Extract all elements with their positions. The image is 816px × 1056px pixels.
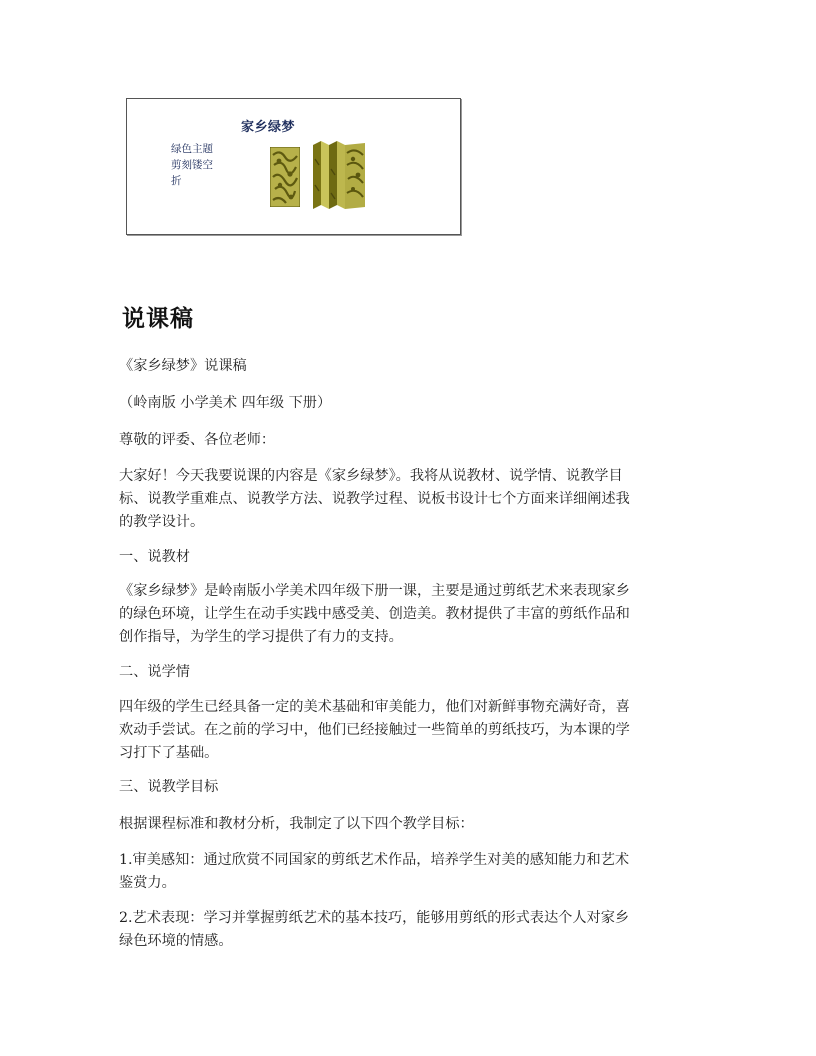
section-heading-learners — [119, 661, 699, 684]
paragraph-line: 的绿色环境，让学生在动手实践中感受美、创造美。教材提供了丰富的剪纸作品和 — [119, 606, 630, 622]
figure-caption — [171, 141, 213, 189]
paragraph-edition — [119, 392, 699, 415]
paragraph-line: 创作指导，为学生的学习提供了有力的支持。 — [119, 629, 403, 645]
section-heading-objectives — [119, 776, 699, 799]
paragraph-line: 根据课程标准和教材分析，我制定了以下四个教学目标： — [119, 816, 474, 832]
paragraph-line: 鉴赏力。 — [119, 875, 176, 891]
caption-line: 剪刻镂空 — [171, 159, 213, 171]
paragraph-line: 三、说教学目标 — [119, 779, 219, 795]
figure-title: 家乡绿梦 — [241, 120, 296, 135]
paragraph-greeting — [119, 429, 699, 452]
figure-box — [126, 98, 461, 235]
paragraph-line: 《家乡绿梦》说课稿 — [119, 358, 247, 374]
papercut-panel-icon — [270, 147, 300, 207]
section-heading-textbook — [119, 546, 699, 569]
caption-line: 绿色主题 — [171, 143, 213, 155]
paragraph-objective-2 — [119, 907, 699, 953]
paragraph-line: 《家乡绿梦》是岭南版小学美术四年级下册一课，主要是通过剪纸艺术来表现家乡 — [119, 583, 630, 599]
paragraph-line: 四年级的学生已经具备一定的美术基础和审美能力，他们对新鲜事物充满好奇，喜 — [119, 699, 630, 715]
paragraph-line: 大家好！今天我要说课的内容是《家乡绿梦》。我将从说教材、说学情、说教学目 — [119, 468, 623, 484]
paragraph-line: 1.审美感知：通过欣赏不同国家的剪纸艺术作品，培养学生对美的感知能力和艺术 — [119, 852, 630, 868]
paragraph-line: 二、说学情 — [119, 664, 190, 680]
paragraph-objectives-intro — [119, 813, 699, 836]
paragraph-line: 习打下了基础。 — [119, 745, 219, 761]
paragraph-line: 标、说教学重难点、说教学方法、说教学过程、说板书设计七个方面来详细阐述我 — [119, 491, 630, 507]
paragraph-line: 尊敬的评委、各位老师： — [119, 432, 276, 448]
page-heading: 说课稿 — [122, 306, 194, 332]
paragraph-learners — [119, 696, 699, 765]
paragraph-line: 的教学设计。 — [119, 514, 205, 530]
paragraph-textbook — [119, 580, 699, 649]
paragraph-objective-1 — [119, 849, 699, 895]
paragraph-line: 欢动手尝试。在之前的学习中，他们已经接触过一些简单的剪纸技巧，为本课的学 — [119, 722, 630, 738]
paragraph-line: 2.艺术表现：学习并掌握剪纸艺术的基本技巧，能够用剪纸的形式表达个人对家乡 — [119, 910, 630, 926]
paragraph-doc-title — [119, 355, 699, 378]
paragraph-line: 绿色环境的情感。 — [119, 933, 233, 949]
paragraph-line: （岭南版 小学美术 四年级 下册） — [119, 395, 332, 411]
caption-line: 折 — [171, 175, 182, 187]
paragraph-line: 一、说教材 — [119, 549, 190, 565]
folded-papercut-icon — [313, 139, 365, 211]
paragraph-intro — [119, 465, 699, 534]
